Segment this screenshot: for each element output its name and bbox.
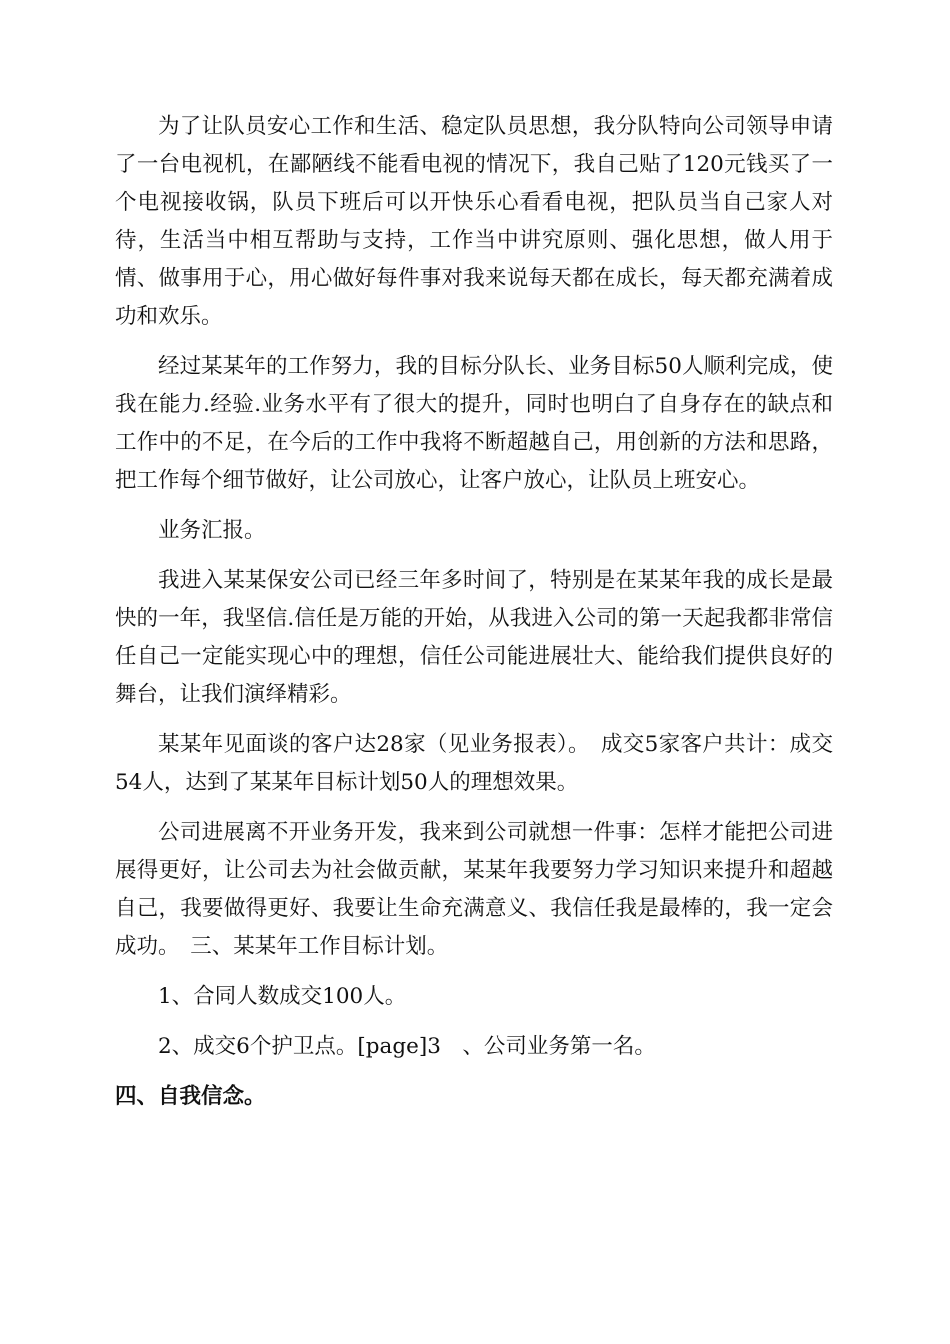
list-item-guard-points: 2、成交6个护卫点。[page]3 、公司业务第一名。	[158, 1034, 656, 1059]
document-page	[115, 108, 833, 1116]
paragraph-business-report-title: 业务汇报。	[158, 518, 266, 543]
list-item-contract-target: 1、合同人数成交100人。	[158, 984, 407, 1009]
paragraph-company-trust: 我进入某某保安公司已经三年多时间了，特别是在某某年我的成长是最快的一年，我坚信.信任是万能的开始，从我进入公司的第一天起我都非常信任自己一定能实现心中的理想，信任公司能进展壮大、能给我们提供良好的舞台，让我们演绎精彩。	[115, 568, 833, 707]
paragraph-company-development: 公司进展离不开业务开发，我来到公司就想一件事：怎样才能把公司进展得更好，让公司去为社会做贡献，某某年我要努力学习知识来提升和超越自己，我要做得更好、我要让生命充满意义、我信任我是最棒的，我一定会成功。 三、某某年工作目标计划。	[115, 820, 833, 959]
paragraph-client-stats: 某某年见面谈的客户达28家（见业务报表）。 成交5家客户共计：成交54人，达到了某某年目标计划50人的理想效果。	[115, 732, 833, 795]
section-heading-self-belief: 四、自我信念。	[115, 1084, 266, 1109]
paragraph-work-effort: 经过某某年的工作努力，我的目标分队长、业务目标50人顺利完成，使我在能力.经验.业务水平有了很大的提升，同时也明白了自身存在的缺点和工作中的不足，在今后的工作中我将不断超越自己，用创新的方法和思路，把工作每个细节做好，让公司放心，让客户放心，让队员上班安心。	[115, 354, 833, 493]
paragraph-tv-purchase: 为了让队员安心工作和生活、稳定队员思想，我分队特向公司领导申请了一台电视机，在鄙陋线不能看电视的情况下，我自己贴了120元钱买了一个电视接收锅，队员下班后可以开快乐心看看电视，把队员当自己家人对待，生活当中相互帮助与支持，工作当中讲究原则、强化思想，做人用于情、做事用于心，用心做好每件事对我来说每天都在成长，每天都充满着成功和欢乐。	[115, 114, 833, 329]
